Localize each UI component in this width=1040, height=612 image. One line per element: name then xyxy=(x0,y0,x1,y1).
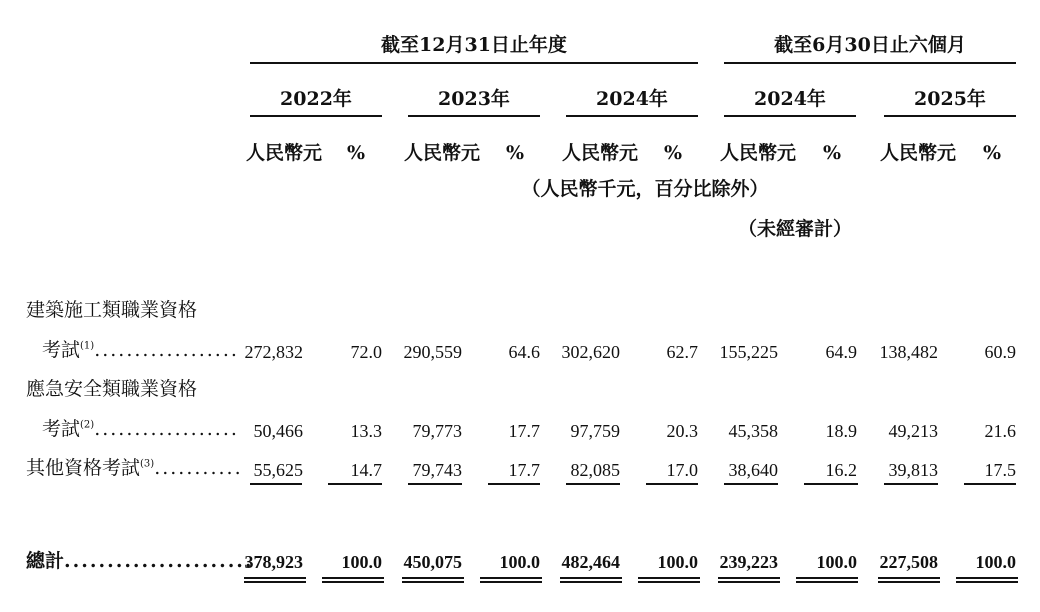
header-group-six-months: 截至6月30日止六個月 xyxy=(774,34,966,56)
subtotal-rule-2025h1-pct xyxy=(964,483,1016,485)
subtotal-rule-2024h1-pct xyxy=(804,483,858,485)
row-construction-label-line2: 考試$^{(1)}$.................. xyxy=(42,339,239,361)
cell-emergency-2024-amt: 97,759 xyxy=(570,421,620,441)
total-double-rule-2024-amt xyxy=(560,577,622,583)
cell-other-2024-pct: 17.0 xyxy=(666,460,698,480)
total-double-rule-2025h1-pct xyxy=(956,577,1018,583)
unit-currency-2024-h1: 人民幣元 xyxy=(720,142,797,164)
row-other-label: 其他資格考試$^{(3)}$........... xyxy=(26,457,243,479)
year-2023-rule xyxy=(408,115,540,117)
cell-other-2022-pct: 14.7 xyxy=(350,460,382,480)
unit-pct-2024-h1: % xyxy=(823,142,842,164)
unit-currency-2022: 人民幣元 xyxy=(246,142,323,164)
year-2024: 2024年 xyxy=(596,88,668,110)
total-double-rule-2023-amt xyxy=(402,577,464,583)
unit-currency-2024: 人民幣元 xyxy=(562,142,639,164)
cell-emergency-2025h1-amt: 49,213 xyxy=(888,421,938,441)
cell-other-2023-pct: 17.7 xyxy=(508,460,540,480)
subtotal-rule-2024h1-amt xyxy=(724,483,778,485)
header-group-six-months-rule xyxy=(724,62,1016,64)
cell-total-2022-amt: 378,923 xyxy=(244,552,303,572)
cell-total-2025h1-amt: 227,508 xyxy=(879,552,938,572)
leader-dots: ........... xyxy=(154,457,243,479)
cell-construction-2024-amt: 302,620 xyxy=(561,342,620,362)
subtotal-rule-2023-pct xyxy=(488,483,540,485)
cell-other-2023-amt: 79,743 xyxy=(412,460,462,480)
cell-construction-2022-amt: 272,832 xyxy=(244,342,303,362)
cell-emergency-2025h1-pct: 21.6 xyxy=(984,421,1016,441)
cell-total-2024-pct: 100.0 xyxy=(657,552,698,572)
subtotal-rule-2024-pct xyxy=(646,483,698,485)
cell-emergency-2023-pct: 17.7 xyxy=(508,421,540,441)
subtotal-rule-2022-amt xyxy=(250,483,302,485)
year-2025-h1: 2025年 xyxy=(914,88,986,110)
year-2024-rule xyxy=(566,115,698,117)
total-double-rule-2023-pct xyxy=(480,577,542,583)
subtotal-rule-2024-amt xyxy=(566,483,620,485)
unit-pct-2024: % xyxy=(664,142,683,164)
cell-total-2025h1-pct: 100.0 xyxy=(975,552,1016,572)
total-double-rule-2025h1-amt xyxy=(878,577,940,583)
subtotal-rule-2023-amt xyxy=(408,483,462,485)
leader-dots: ...................... xyxy=(64,550,254,572)
cell-construction-2022-pct: 72.0 xyxy=(350,342,382,362)
year-2023: 2023年 xyxy=(438,88,510,110)
subtotal-rule-2022-pct xyxy=(328,483,382,485)
year-2025-h1-rule xyxy=(884,115,1016,117)
year-2024-h1: 2024年 xyxy=(754,88,826,110)
total-double-rule-2022-pct xyxy=(322,577,384,583)
leader-dots: .................. xyxy=(94,339,239,361)
cell-construction-2023-amt: 290,559 xyxy=(403,342,462,362)
year-2022: 2022年 xyxy=(280,88,352,110)
cell-construction-2024h1-pct: 64.9 xyxy=(825,342,857,362)
cell-emergency-2024-pct: 20.3 xyxy=(666,421,698,441)
unaudited-note: （未經審計） xyxy=(737,218,852,240)
year-2022-rule xyxy=(250,115,382,117)
unit-pct-2025-h1: % xyxy=(983,142,1002,164)
cell-construction-2024-pct: 62.7 xyxy=(666,342,698,362)
total-double-rule-2022-amt xyxy=(244,577,306,583)
total-double-rule-2024h1-pct xyxy=(796,577,858,583)
total-double-rule-2024h1-amt xyxy=(718,577,780,583)
cell-total-2023-amt: 450,075 xyxy=(403,552,462,572)
cell-emergency-2024h1-pct: 18.9 xyxy=(825,421,857,441)
row-emergency-label-line1: 應急安全類職業資格 xyxy=(26,378,198,400)
year-2024-h1-rule xyxy=(724,115,856,117)
leader-dots: .................. xyxy=(94,418,239,440)
cell-emergency-2023-amt: 79,773 xyxy=(412,421,462,441)
subtotal-rule-2025h1-amt xyxy=(884,483,938,485)
unit-pct-2022: % xyxy=(347,142,366,164)
total-double-rule-2024-pct xyxy=(638,577,700,583)
cell-total-2023-pct: 100.0 xyxy=(499,552,540,572)
cell-construction-2025h1-amt: 138,482 xyxy=(879,342,938,362)
cell-construction-2023-pct: 64.6 xyxy=(508,342,540,362)
unit-currency-2025-h1: 人民幣元 xyxy=(880,142,957,164)
cell-total-2024-amt: 482,464 xyxy=(561,552,620,572)
row-construction-label-line1: 建築施工類職業資格 xyxy=(26,299,198,321)
cell-other-2024h1-amt: 38,640 xyxy=(728,460,778,480)
units-note: （人民幣千元，百分比除外） xyxy=(521,178,769,200)
cell-total-2022-pct: 100.0 xyxy=(341,552,382,572)
cell-other-2022-amt: 55,625 xyxy=(253,460,303,480)
cell-total-2024h1-pct: 100.0 xyxy=(816,552,857,572)
header-group-full-year: 截至12月31日止年度 xyxy=(381,34,567,56)
cell-other-2025h1-amt: 39,813 xyxy=(888,460,938,480)
cell-construction-2025h1-pct: 60.9 xyxy=(984,342,1016,362)
cell-other-2024h1-pct: 16.2 xyxy=(825,460,857,480)
unit-currency-2023: 人民幣元 xyxy=(404,142,481,164)
total-label: 總計...................... xyxy=(26,550,254,572)
header-group-full-year-rule xyxy=(250,62,698,64)
unit-pct-2023: % xyxy=(506,142,525,164)
cell-construction-2024h1-amt: 155,225 xyxy=(719,342,778,362)
cell-emergency-2024h1-amt: 45,358 xyxy=(728,421,778,441)
cell-emergency-2022-amt: 50,466 xyxy=(253,421,303,441)
cell-total-2024h1-amt: 239,223 xyxy=(719,552,778,572)
cell-other-2025h1-pct: 17.5 xyxy=(984,460,1016,480)
cell-emergency-2022-pct: 13.3 xyxy=(350,421,382,441)
cell-other-2024-amt: 82,085 xyxy=(570,460,620,480)
row-emergency-label-line2: 考試$^{(2)}$.................. xyxy=(42,418,239,440)
